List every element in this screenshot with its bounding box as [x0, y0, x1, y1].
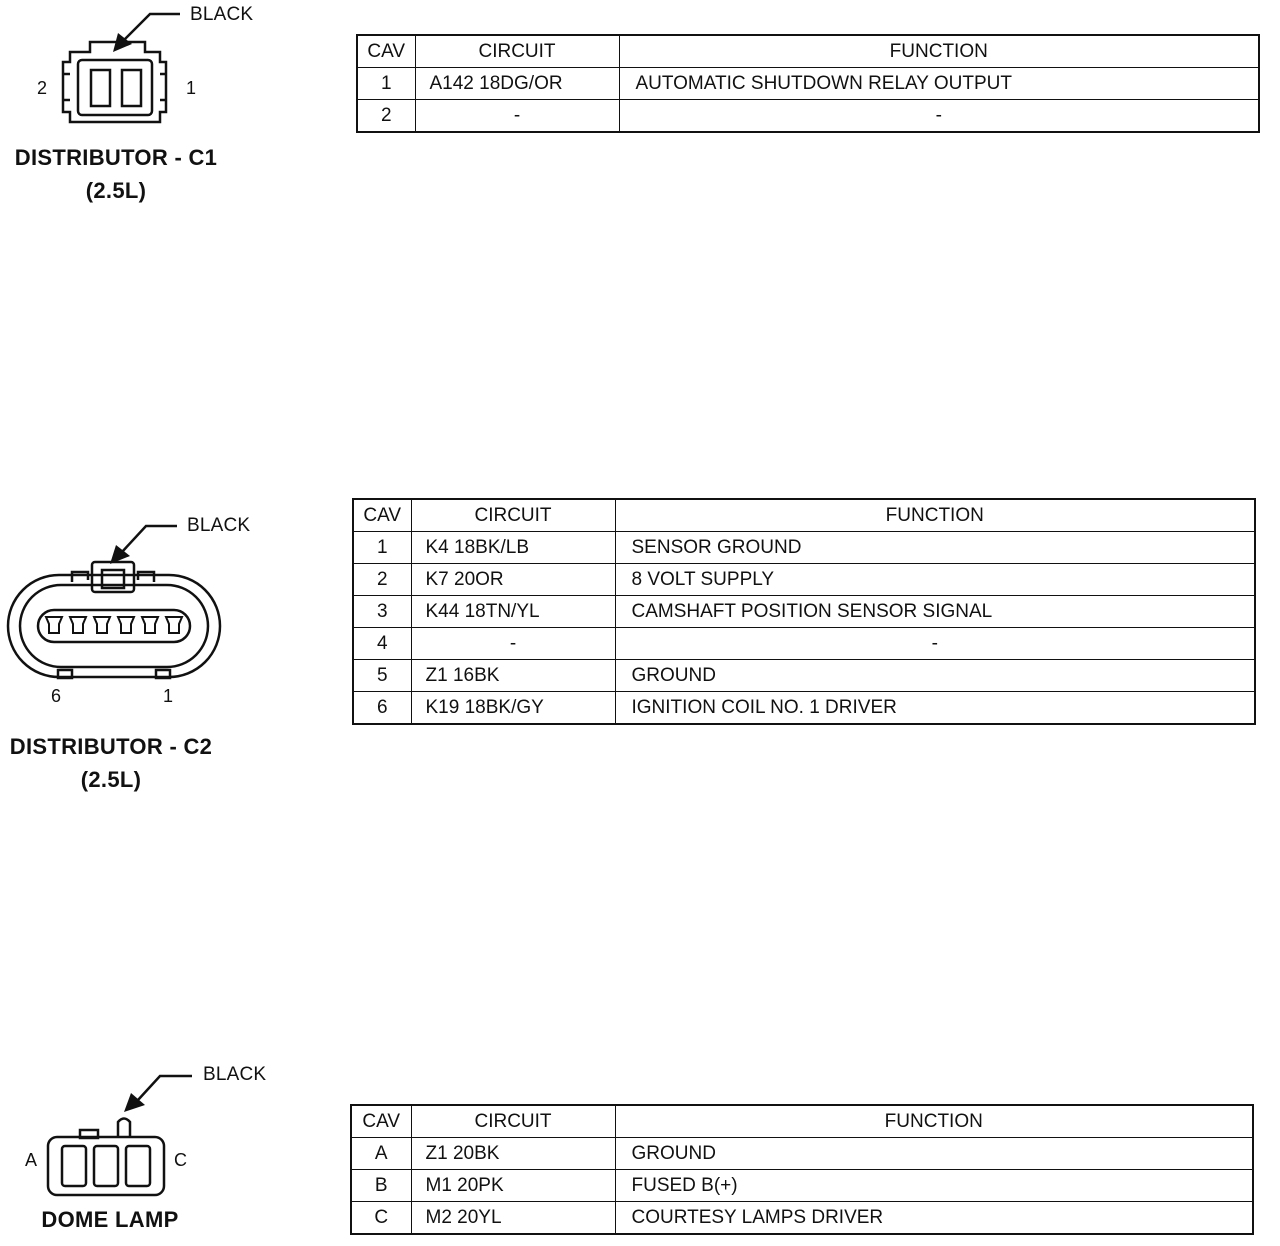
table-row: [353, 692, 1255, 725]
cell-circuit: -: [411, 628, 615, 660]
cell-function: GROUND: [615, 660, 1255, 692]
color-callout-label: BLACK: [203, 1064, 267, 1085]
cell-function: -: [619, 100, 1259, 133]
connector-6pin-icon: [0, 500, 300, 700]
header-circuit: CIRCUIT: [411, 1105, 615, 1138]
connector-name: DOME LAMP: [41, 1207, 179, 1232]
cell-cav: C: [351, 1202, 411, 1235]
cell-circuit: M2 20YL: [411, 1202, 615, 1235]
cell-function: GROUND: [615, 1138, 1253, 1170]
header-circuit: CIRCUIT: [415, 35, 619, 68]
connector-section-distributor-c1: [0, 0, 1280, 230]
header-cav: CAV: [353, 499, 411, 532]
header-cav: CAV: [357, 35, 415, 68]
cell-function: AUTOMATIC SHUTDOWN RELAY OUTPUT: [619, 68, 1259, 100]
pin-number-right: 1: [186, 78, 197, 98]
connector-section-dome-lamp: [0, 1060, 1280, 1246]
table-row: [351, 1202, 1253, 1235]
connector-title: [0, 141, 236, 207]
cell-function: 8 VOLT SUPPLY: [615, 564, 1255, 596]
cell-cav: 6: [353, 692, 411, 725]
header-function: FUNCTION: [615, 1105, 1253, 1138]
cell-cav: B: [351, 1170, 411, 1202]
cavity-table: [356, 34, 1260, 133]
connector-title: [0, 730, 231, 796]
table-row: [353, 564, 1255, 596]
cavity-table: [352, 498, 1256, 725]
cell-circuit: K19 18BK/GY: [411, 692, 615, 725]
cell-function: SENSOR GROUND: [615, 532, 1255, 564]
cell-circuit: Z1 16BK: [411, 660, 615, 692]
cell-function: COURTESY LAMPS DRIVER: [615, 1202, 1253, 1235]
connector-2pin-icon: [0, 0, 300, 140]
table-row: [353, 596, 1255, 628]
pin-number-left: 2: [37, 78, 48, 98]
cell-cav: 2: [353, 564, 411, 596]
cell-circuit: K44 18TN/YL: [411, 596, 615, 628]
cell-function: CAMSHAFT POSITION SENSOR SIGNAL: [615, 596, 1255, 628]
cell-circuit: K4 18BK/LB: [411, 532, 615, 564]
header-cav: CAV: [351, 1105, 411, 1138]
cell-circuit: M1 20PK: [411, 1170, 615, 1202]
cell-function: FUSED B(+): [615, 1170, 1253, 1202]
cell-cav: 4: [353, 628, 411, 660]
cell-circuit: Z1 20BK: [411, 1138, 615, 1170]
cell-cav: 5: [353, 660, 411, 692]
pin-number-right: 1: [163, 686, 174, 706]
cavity-table: [350, 1104, 1254, 1235]
table-header-row: [351, 1105, 1253, 1138]
connector-engine-spec: (2.5L): [80, 767, 142, 792]
color-callout-label: BLACK: [187, 515, 251, 536]
cell-cav: 2: [357, 100, 415, 133]
color-callout-label: BLACK: [190, 4, 254, 25]
connector-section-distributor-c2: [0, 500, 1280, 810]
connector-name: DISTRIBUTOR - C2: [9, 734, 213, 759]
cell-circuit: -: [415, 100, 619, 133]
header-function: FUNCTION: [619, 35, 1259, 68]
cell-cav: 3: [353, 596, 411, 628]
table-header-row: [353, 499, 1255, 532]
header-function: FUNCTION: [615, 499, 1255, 532]
cell-circuit: A142 18DG/OR: [415, 68, 619, 100]
connector-name: DISTRIBUTOR - C1: [14, 145, 218, 170]
table-header-row: [357, 35, 1259, 68]
pin-letter-right: C: [174, 1150, 187, 1170]
cell-circuit: K7 20OR: [411, 564, 615, 596]
connector-title: [0, 1203, 230, 1236]
connector-engine-spec: (2.5L): [85, 178, 147, 203]
cell-function: -: [615, 628, 1255, 660]
pin-number-left: 6: [51, 686, 62, 706]
table-row: [351, 1138, 1253, 1170]
cell-cav: 1: [357, 68, 415, 100]
table-row: [353, 532, 1255, 564]
cell-cav: A: [351, 1138, 411, 1170]
cell-cav: 1: [353, 532, 411, 564]
table-row: [357, 100, 1259, 133]
pin-letter-left: A: [25, 1150, 38, 1170]
header-circuit: CIRCUIT: [411, 499, 615, 532]
table-row: [353, 628, 1255, 660]
table-row: [353, 660, 1255, 692]
table-row: [351, 1170, 1253, 1202]
cell-function: IGNITION COIL NO. 1 DRIVER: [615, 692, 1255, 725]
table-row: [357, 68, 1259, 100]
